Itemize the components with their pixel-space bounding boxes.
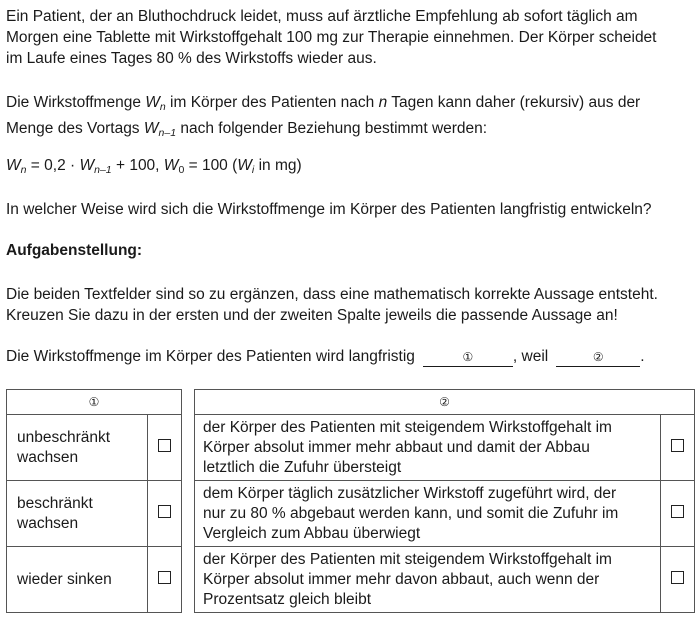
option-3-checkbox[interactable] (158, 571, 171, 584)
option-a-checkbox[interactable] (671, 439, 684, 452)
table-2-header: ② (195, 390, 695, 415)
blank-1: ① (423, 351, 513, 367)
option-1-checkbox[interactable] (158, 439, 171, 452)
intro-paragraph (6, 6, 657, 69)
option-1-label: unbeschränkt wachsen (7, 415, 148, 481)
intro-line-3: im Laufe eines Tages 80 % des Wirkstoffs wieder aus. (6, 50, 377, 67)
table-row (195, 415, 695, 481)
option-3-label: wieder sinken (7, 547, 148, 613)
option-b-label: dem Körper täglich zusätzlicher Wirkstoff zugeführt wird, der nur zu 80 % abgebaut werden kann, und somit die Zufuhr im Vergleich zum Abbau überwiegt (195, 481, 661, 547)
intro-line-2: Morgen eine Tablette mit Wirkstoffgehalt 100 mg zur Therapie einnehmen. Der Körper scheidet (6, 29, 657, 46)
option-2-checkbox[interactable] (158, 505, 171, 518)
table-row (195, 547, 695, 613)
question-text: In welcher Weise wird sich die Wirkstoffmenge im Körper des Patienten langfristig entwickeln? (6, 201, 652, 218)
option-c-checkbox[interactable] (671, 571, 684, 584)
intro-line-1: Ein Patient, der an Bluthochdruck leidet, muss auf ärztliche Empfehlung ab sofort täglich am (6, 8, 638, 25)
option-c-label: der Körper des Patienten mit steigendem Wirkstoffgehalt im Körper absolut immer mehr davon abbaut, auch wenn der Prozentsatz gleich bleibt (195, 547, 661, 613)
table-row (7, 415, 182, 481)
instructions-line-2: Kreuzen Sie dazu in der ersten und der zweiten Spalte jeweils die passende Aussage an! (6, 307, 618, 324)
table-row (195, 481, 695, 547)
option-table-2 (194, 389, 695, 613)
option-a-label: der Körper des Patienten mit steigendem Wirkstoffgehalt im Körper absolut immer mehr abbaut und damit der Abbau letztlich die Zufuhr übersteigt (195, 415, 661, 481)
table-row (7, 481, 182, 547)
blank-2: ② (556, 351, 640, 367)
recursion-formula: Wn = 0,2 · Wn–1 + 100, $W_0 = 100$ (Wi in mg) (6, 157, 302, 176)
recursion-line-1: Die Wirkstoffmenge Wn im Körper des Patienten nach n Tagen kann daher (rekursiv) aus der (6, 94, 641, 113)
task-heading: Aufgabenstellung: (6, 242, 143, 259)
recursion-line-2: Menge des Vortags Wn–1 nach folgender Beziehung bestimmt werden: (6, 120, 488, 139)
cloze-statement: Die Wirkstoffmenge im Körper des Patienten wird langfristig ① , weil ② . (6, 348, 645, 365)
option-2-label: beschränkt wachsen (7, 481, 148, 547)
recursion-paragraph (6, 92, 640, 144)
instructions-paragraph (6, 284, 658, 326)
instructions-line-1: Die beiden Textfelder sind so zu ergänzen, dass eine mathematisch korrekte Aussage entsteht. (6, 286, 658, 303)
table-row (7, 547, 182, 613)
option-table-1 (6, 389, 182, 613)
table-1-header: ① (7, 390, 182, 415)
option-b-checkbox[interactable] (671, 505, 684, 518)
